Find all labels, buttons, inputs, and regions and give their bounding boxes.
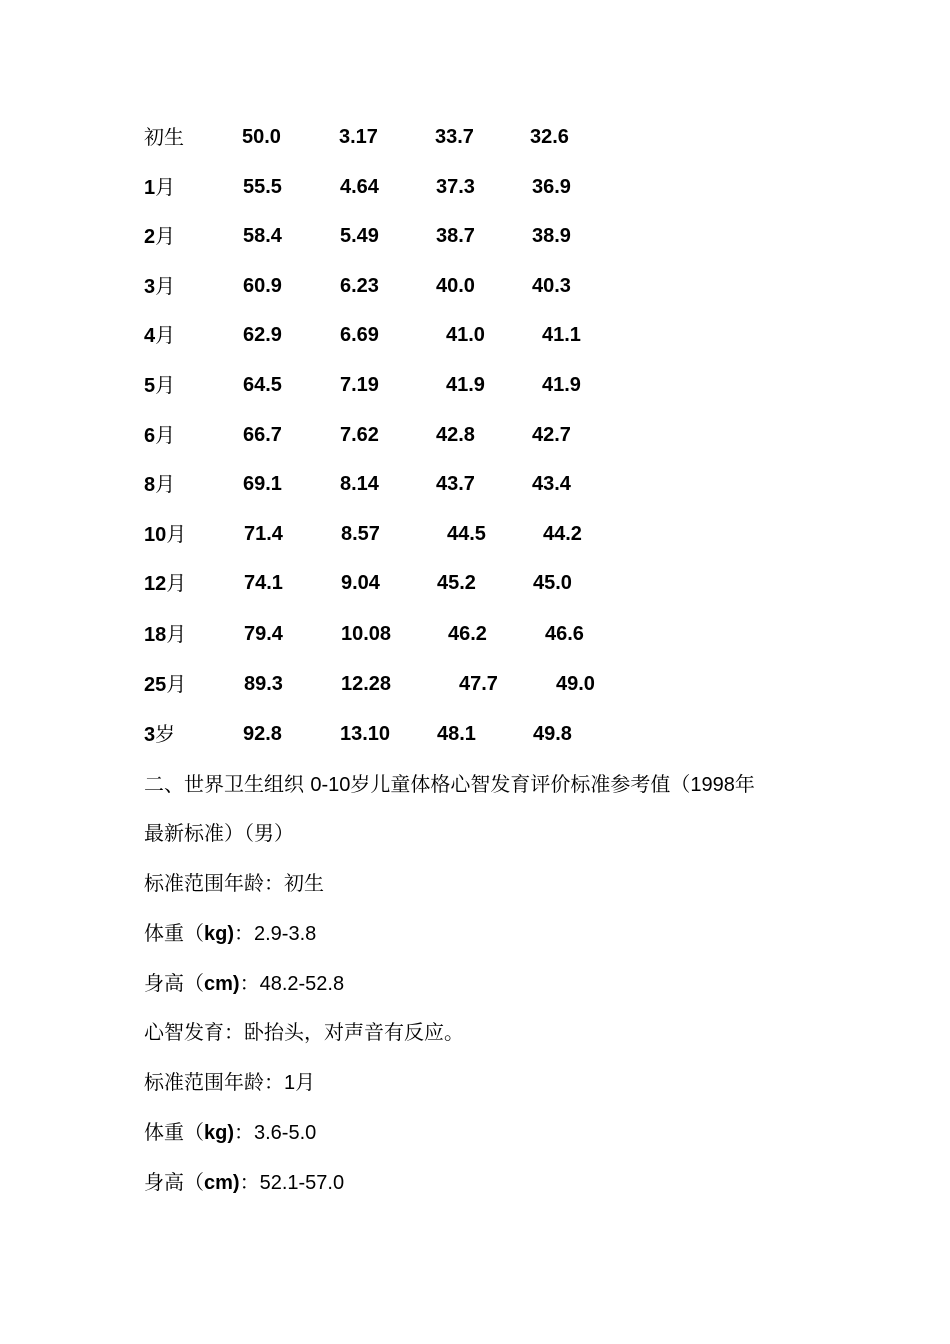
heading-prefix: 二、世界卫生组织 xyxy=(144,772,304,796)
head-circ-cell: 43.7 xyxy=(436,473,475,495)
weight-cell: 9.04 xyxy=(341,572,380,594)
table-row xyxy=(0,221,950,251)
weight-label: 体重（ xyxy=(144,921,204,945)
weight-line xyxy=(144,918,316,949)
table-row xyxy=(0,519,950,549)
mental-development-line xyxy=(144,1017,464,1047)
head-circ-cell: 40.0 xyxy=(436,275,475,297)
section-heading-line2: 最新标准）（男） xyxy=(144,821,294,845)
age-cell xyxy=(144,669,186,700)
chest-circ-cell: 41.9 xyxy=(542,374,581,396)
table-row xyxy=(0,669,950,699)
age-number: 8 xyxy=(144,474,156,496)
height-value: 48.2-52.8 xyxy=(259,973,345,995)
height-value: 52.1-57.0 xyxy=(259,1172,345,1194)
length-cell: 69.1 xyxy=(243,473,282,495)
age-value-unit: 月 xyxy=(295,1070,316,1094)
age-unit: 月 xyxy=(166,622,187,646)
heading-year: 1998 xyxy=(690,774,735,796)
head-circ-cell: 41.9 xyxy=(446,374,485,396)
weight-cell: 6.69 xyxy=(340,324,379,346)
age-value-number: 1 xyxy=(284,1072,296,1094)
table-row xyxy=(0,420,950,450)
age-number: 2 xyxy=(144,226,156,248)
age-unit: 初生 xyxy=(144,125,184,149)
mental-value: 卧抬头，对声音有反应。 xyxy=(244,1020,464,1044)
weight-cell: 3.17 xyxy=(339,126,378,148)
length-cell: 71.4 xyxy=(244,523,283,545)
age-number: 1 xyxy=(144,177,156,199)
age-cell xyxy=(144,568,186,599)
standard-age-line xyxy=(144,868,324,898)
age-cell xyxy=(144,619,186,650)
weight-cell: 8.57 xyxy=(341,523,380,545)
age-unit: 月 xyxy=(155,423,176,447)
age-cell xyxy=(144,420,175,451)
table-row xyxy=(0,271,950,301)
head-circ-cell: 42.8 xyxy=(436,424,475,446)
age-unit: 月 xyxy=(166,672,187,696)
height-line xyxy=(144,1167,344,1198)
age-cell xyxy=(144,221,175,252)
age-unit: 月 xyxy=(155,224,176,248)
age-number: 5 xyxy=(144,375,156,397)
height-label: 身高（ xyxy=(144,1170,204,1194)
age-number: 18 xyxy=(144,624,167,646)
age-cell xyxy=(144,370,175,401)
weight-value: 2.9-3.8 xyxy=(254,923,317,945)
weight-cell: 13.10 xyxy=(340,723,391,745)
chest-circ-cell: 44.2 xyxy=(543,523,582,545)
chest-circ-cell: 49.0 xyxy=(556,673,595,695)
age-cell xyxy=(144,271,175,302)
table-row xyxy=(0,619,950,649)
weight-unit: kg) xyxy=(204,923,234,945)
age-number: 12 xyxy=(144,573,167,595)
chest-circ-cell: 45.0 xyxy=(533,572,572,594)
age-cell xyxy=(144,719,175,750)
standard-age-line xyxy=(144,1067,315,1098)
age-label: 标准范围年龄： xyxy=(144,1070,284,1094)
weight-cell: 8.14 xyxy=(340,473,379,495)
heading-end: 年 xyxy=(734,772,755,796)
weight-unit: kg) xyxy=(204,1122,234,1144)
age-label: 标准范围年龄： xyxy=(144,871,284,895)
height-unit: cm) xyxy=(204,973,240,995)
chest-circ-cell: 36.9 xyxy=(532,176,571,198)
length-cell: 62.9 xyxy=(243,324,282,346)
age-number: 6 xyxy=(144,425,156,447)
head-circ-cell: 47.7 xyxy=(459,673,498,695)
chest-circ-cell: 32.6 xyxy=(530,126,569,148)
length-cell: 55.5 xyxy=(243,176,282,198)
heading-range: 0-10 xyxy=(310,774,351,796)
age-number: 10 xyxy=(144,524,167,546)
age-cell xyxy=(144,469,175,500)
weight-cell: 5.49 xyxy=(340,225,379,247)
age-unit: 月 xyxy=(166,522,187,546)
section-heading xyxy=(144,769,755,800)
age-cell xyxy=(144,122,184,153)
chest-circ-cell: 43.4 xyxy=(532,473,571,495)
age-cell xyxy=(144,519,186,550)
age-number: 3 xyxy=(144,724,156,746)
head-circ-cell: 37.3 xyxy=(436,176,475,198)
age-unit: 月 xyxy=(155,175,176,199)
head-circ-cell: 38.7 xyxy=(436,225,475,247)
age-number: 4 xyxy=(144,325,156,347)
height-colon: ： xyxy=(239,1170,260,1194)
table-row xyxy=(0,568,950,598)
head-circ-cell: 46.2 xyxy=(448,623,487,645)
height-unit: cm) xyxy=(204,1172,240,1194)
table-row xyxy=(0,370,950,400)
age-number: 25 xyxy=(144,674,167,696)
age-unit: 月 xyxy=(155,472,176,496)
length-cell: 79.4 xyxy=(244,623,283,645)
length-cell: 60.9 xyxy=(243,275,282,297)
height-label: 身高（ xyxy=(144,971,204,995)
length-cell: 50.0 xyxy=(242,126,281,148)
age-number: 3 xyxy=(144,276,156,298)
chest-circ-cell: 46.6 xyxy=(545,623,584,645)
weight-cell: 10.08 xyxy=(341,623,392,645)
age-unit: 岁 xyxy=(155,722,176,746)
table-row xyxy=(0,122,950,152)
weight-value: 3.6-5.0 xyxy=(254,1122,317,1144)
length-cell: 74.1 xyxy=(244,572,283,594)
weight-colon: ： xyxy=(234,1120,254,1144)
weight-line xyxy=(144,1117,316,1148)
weight-cell: 4.64 xyxy=(340,176,379,198)
age-unit: 月 xyxy=(155,274,176,298)
height-colon: ： xyxy=(239,971,260,995)
head-circ-cell: 33.7 xyxy=(435,126,474,148)
head-circ-cell: 41.0 xyxy=(446,324,485,346)
table-row xyxy=(0,320,950,350)
mental-label: 心智发育： xyxy=(144,1020,244,1044)
length-cell: 58.4 xyxy=(243,225,282,247)
length-cell: 64.5 xyxy=(243,374,282,396)
chest-circ-cell: 40.3 xyxy=(532,275,571,297)
age-value: 初生 xyxy=(284,871,324,895)
chest-circ-cell: 49.8 xyxy=(533,723,572,745)
age-unit: 月 xyxy=(155,373,176,397)
weight-cell: 12.28 xyxy=(341,673,392,695)
weight-colon: ： xyxy=(234,921,254,945)
chest-circ-cell: 38.9 xyxy=(532,225,571,247)
chest-circ-cell: 42.7 xyxy=(532,424,571,446)
weight-label: 体重（ xyxy=(144,1120,204,1144)
age-unit: 月 xyxy=(166,571,187,595)
weight-cell: 7.19 xyxy=(340,374,379,396)
table-row xyxy=(0,469,950,499)
head-circ-cell: 44.5 xyxy=(447,523,486,545)
table-row xyxy=(0,719,950,749)
head-circ-cell: 45.2 xyxy=(437,572,476,594)
length-cell: 89.3 xyxy=(244,673,283,695)
weight-cell: 7.62 xyxy=(340,424,379,446)
length-cell: 92.8 xyxy=(243,723,282,745)
length-cell: 66.7 xyxy=(243,424,282,446)
table-row xyxy=(0,172,950,202)
heading-mid: 岁儿童体格心智发育评价标准参考值（ xyxy=(350,772,691,796)
chest-circ-cell: 41.1 xyxy=(542,324,581,346)
weight-cell: 6.23 xyxy=(340,275,379,297)
head-circ-cell: 48.1 xyxy=(437,723,476,745)
age-cell xyxy=(144,320,175,351)
age-unit: 月 xyxy=(155,323,176,347)
age-cell xyxy=(144,172,175,203)
height-line xyxy=(144,968,344,999)
